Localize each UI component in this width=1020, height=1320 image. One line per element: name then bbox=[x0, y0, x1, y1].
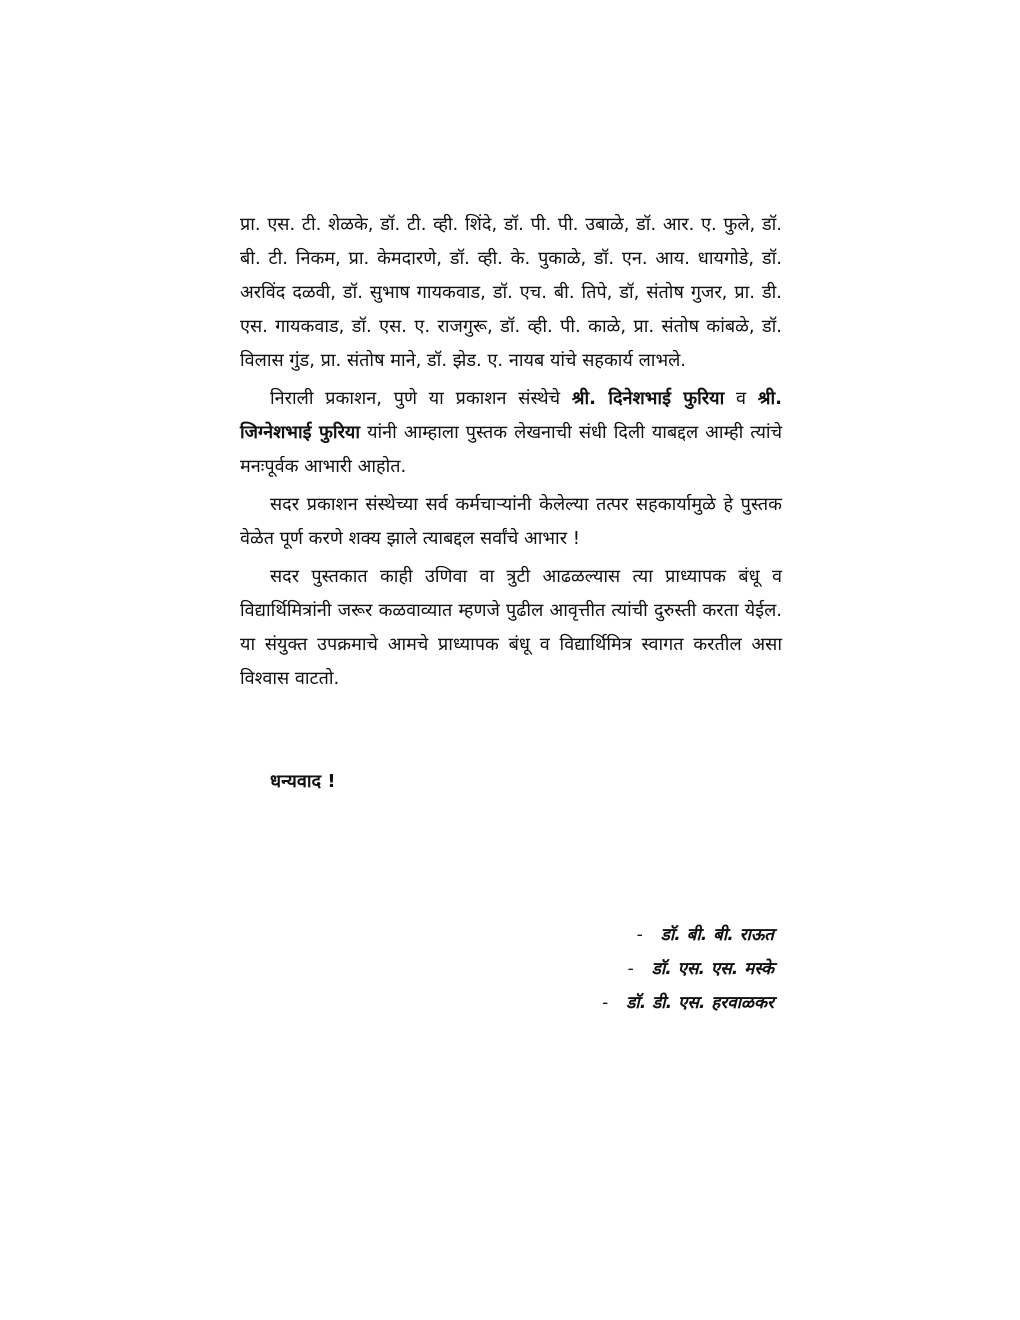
author-signature bbox=[602, 986, 774, 1020]
author-signature bbox=[602, 918, 774, 952]
staff-thanks-paragraph: सदर प्रकाशन संस्थेच्या सर्व कर्मचाऱ्यांनी केलेल्या तत्पर सहकार्यामुळे हे पुस्तक वेळेत पूर्ण करणे शक्य झाले त्याबद्दल सर्वांचे आभार ! bbox=[240, 494, 782, 549]
acknowledgement-paragraph: प्रा. एस. टी. शेळके, डॉ. टी. व्ही. शिंदे, डॉ. पी. पी. उबाळे, डॉ. आर. ए. फुले, डॉ. बी. टी. निकम, प्रा. केमदारणे, डॉ. व्ही. के. पुकाळे, डॉ. एन. आय. धायगोडे, डॉ. अरविंद दळवी, डॉ. सुभाष गायकवाड, डॉ. एच. बी. तिपे, डॉ, संतोष गुजर, प्रा. डी. एस. गायकवाड, डॉ. एस. ए. राजगुरू, डॉ. व्ही. पी. काळे, प्रा. संतोष कांबळे, डॉ. विलास गुंड, प्रा. संतोष माने, डॉ. झेड. ए. नायब यांचे सहकार्य लाभले. bbox=[240, 214, 782, 371]
author-signatures bbox=[602, 918, 774, 1020]
publisher-thanks-paragraph bbox=[240, 382, 782, 484]
author-signature bbox=[602, 952, 774, 986]
signature-dash: - bbox=[636, 925, 643, 945]
preface-body bbox=[240, 208, 782, 700]
gratitude-text: यांनी आम्हाला पुस्तक लेखनाची संधी दिली याबद्दल आम्ही त्यांचे मनःपूर्वक आभारी आहोत. bbox=[240, 422, 783, 477]
publisher-name-1: श्री. दिनेशभाई फुरिया bbox=[571, 388, 725, 409]
conjunction-text: व bbox=[724, 388, 758, 409]
publisher-text: निराली प्रकाशन, पुणे या प्रकाशन संस्थेचे bbox=[270, 388, 572, 409]
publisher-name-2: श्री. जिग्नेशभाई फुरिया bbox=[240, 388, 782, 443]
thanks-heading: धन्यवाद ! bbox=[270, 771, 336, 792]
feedback-paragraph: सदर पुस्तकात काही उणिवा वा त्रुटी आढळल्यास त्या प्राध्यापक बंधू व विद्यार्थिमित्रांनी जरूर कळवाव्यात म्हणजे पुढील आवृत्तीत त्यांची दुरुस्ती करता येईल. या संयुक्त उपक्रमाचे आमचे प्राध्यापक बंधू व विद्यार्थिमित्र स्वागत करतील असा विश्वास वाटतो. bbox=[240, 566, 782, 689]
signature-dash: - bbox=[602, 993, 609, 1013]
author-name: डॉ. बी. बी. राऊत bbox=[660, 925, 774, 945]
author-name: डॉ. डी. एस. हरवाळकर bbox=[626, 993, 774, 1013]
author-name: डॉ. एस. एस. मस्के bbox=[651, 959, 774, 979]
signature-dash: - bbox=[627, 959, 634, 979]
